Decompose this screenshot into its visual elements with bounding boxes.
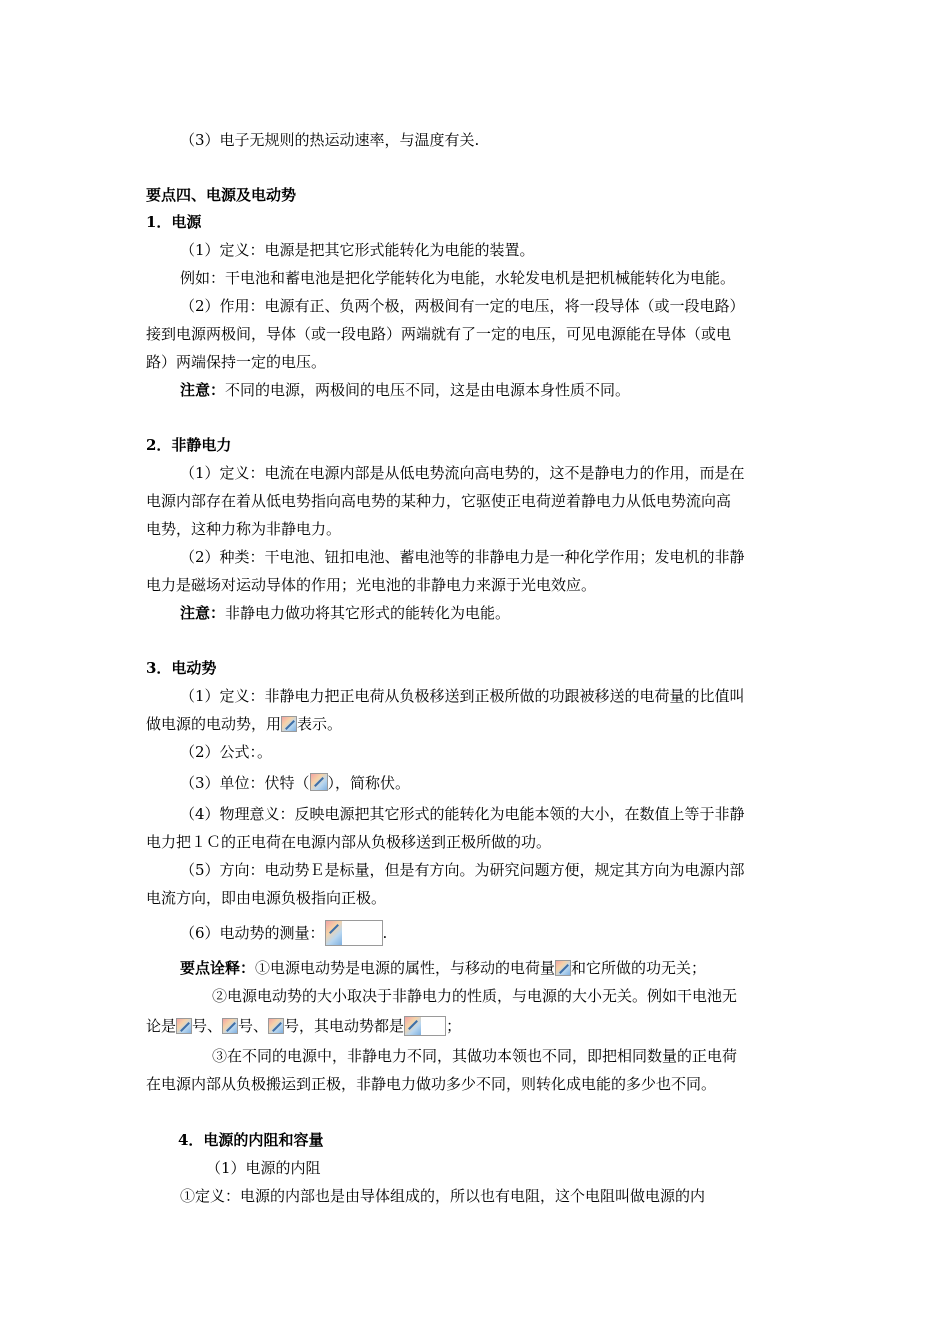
key-point-3: ③在不同的电源中，非静电力不同，其做功本领也不同，即把相同数量的正电荷 bbox=[212, 1047, 738, 1065]
paragraph: （2）种类：干电池、钮扣电池、蓄电池等的非静电力是一种化学作用；发电机的非静 bbox=[180, 548, 745, 566]
note-3: （3）电子无规则的热运动速率，与温度有关. bbox=[180, 131, 480, 149]
paragraph: （6）电动势的测量： . bbox=[180, 920, 387, 946]
key-point-1: 要点诠释：①电源电动势是电源的属性，与移动的电荷量 和它所做的功无关； bbox=[180, 959, 707, 977]
heading-emf: 3．电动势 bbox=[146, 659, 217, 677]
heading-non-electrostatic-force: 2．非静电力 bbox=[146, 436, 232, 454]
paragraph: （4）物理意义：反映电源把其它形式的能转化为电能本领的大小，在数值上等于非静 bbox=[180, 805, 745, 823]
paragraph: （3）单位：伏特（ ），简称伏。 bbox=[180, 774, 411, 792]
paragraph: （2）作用：电源有正、负两个极，两极间有一定的电压，将一段导体（或一段电路） bbox=[180, 297, 745, 315]
note bbox=[180, 380, 630, 400]
paragraph: （2）公式：。 bbox=[180, 743, 273, 761]
formula-image-icon bbox=[222, 1018, 238, 1034]
key-point-2-cont: 论是 号、 号、 号，其电动势都是 ； bbox=[146, 1017, 462, 1035]
formula-image-icon bbox=[176, 1018, 192, 1034]
formula-image-icon bbox=[555, 960, 571, 976]
formula-image-icon bbox=[268, 1018, 284, 1034]
key-point-3-cont: 在电源内部从负极搬运到正极，非静电力做功多少不同，则转化成电能的多少也不同。 bbox=[146, 1075, 717, 1093]
paragraph: 电力把１Ｃ的正电荷在电源内部从负极移送到正极所做的功。 bbox=[146, 833, 552, 851]
key-label: 要点诠释： bbox=[180, 959, 256, 977]
paragraph: （1）定义：非静电力把正电荷从负极移送到正极所做的功跟被移送的电荷量的比值叫 bbox=[180, 687, 745, 705]
paragraph: （5）方向：电动势Ｅ是标量，但是有方向。为研究问题方便，规定其方向为电源内部 bbox=[180, 861, 745, 879]
note-text: 非静电力做功将其它形式的能转化为电能。 bbox=[225, 604, 511, 622]
section-title: 要点四、电源及电动势 bbox=[146, 186, 297, 204]
heading-internal-resistance: 4．电源的内阻和容量 bbox=[178, 1131, 324, 1149]
paragraph: 电力是磁场对运动导体的作用；光电池的非静电力来源于光电效应。 bbox=[146, 576, 597, 594]
paragraph: （1）定义：电流在电源内部是从低电势流向高电势的，这不是静电力的作用，而是在 bbox=[180, 464, 745, 482]
formula-image-icon bbox=[310, 773, 328, 791]
paragraph: 做电源的电动势，用 表示。 bbox=[146, 715, 343, 733]
paragraph: 电源内部存在着从低电势指向高电势的某种力，它驱使正电荷逆着静电力从低电势流向高 bbox=[146, 492, 732, 510]
paragraph: ①定义：电源的内部也是由导体组成的，所以也有电阻，这个电阻叫做电源的内 bbox=[180, 1187, 706, 1205]
paragraph: 电势，这种力称为非静电力。 bbox=[146, 520, 342, 538]
note bbox=[180, 603, 510, 623]
paragraph: 例如：干电池和蓄电池是把化学能转化为电能，水轮发电机是把机械能转化为电能。 bbox=[180, 269, 736, 287]
paragraph: 电流方向，即由电源负极指向正极。 bbox=[146, 889, 387, 907]
formula-image-icon bbox=[281, 716, 297, 732]
subheading: （1）电源的内阻 bbox=[206, 1159, 321, 1177]
note-label: 注意： bbox=[180, 381, 226, 399]
note-label: 注意： bbox=[180, 604, 226, 622]
paragraph: 路）两端保持一定的电压。 bbox=[146, 353, 327, 371]
paragraph: （1）定义：电源是把其它形式能转化为电能的装置。 bbox=[180, 241, 535, 259]
heading-power-source: 1．电源 bbox=[146, 213, 202, 231]
key-point-2: ②电源电动势的大小取决于非静电力的性质，与电源的大小无关。例如干电池无 bbox=[212, 987, 738, 1005]
paragraph: 接到电源两极间，导体（或一段电路）两端就有了一定的电压，可见电源能在导体（或电 bbox=[146, 325, 732, 343]
formula-image-icon bbox=[325, 920, 383, 946]
formula-image-icon bbox=[404, 1016, 446, 1036]
note-text: 不同的电源，两极间的电压不同，这是由电源本身性质不同。 bbox=[225, 381, 631, 399]
